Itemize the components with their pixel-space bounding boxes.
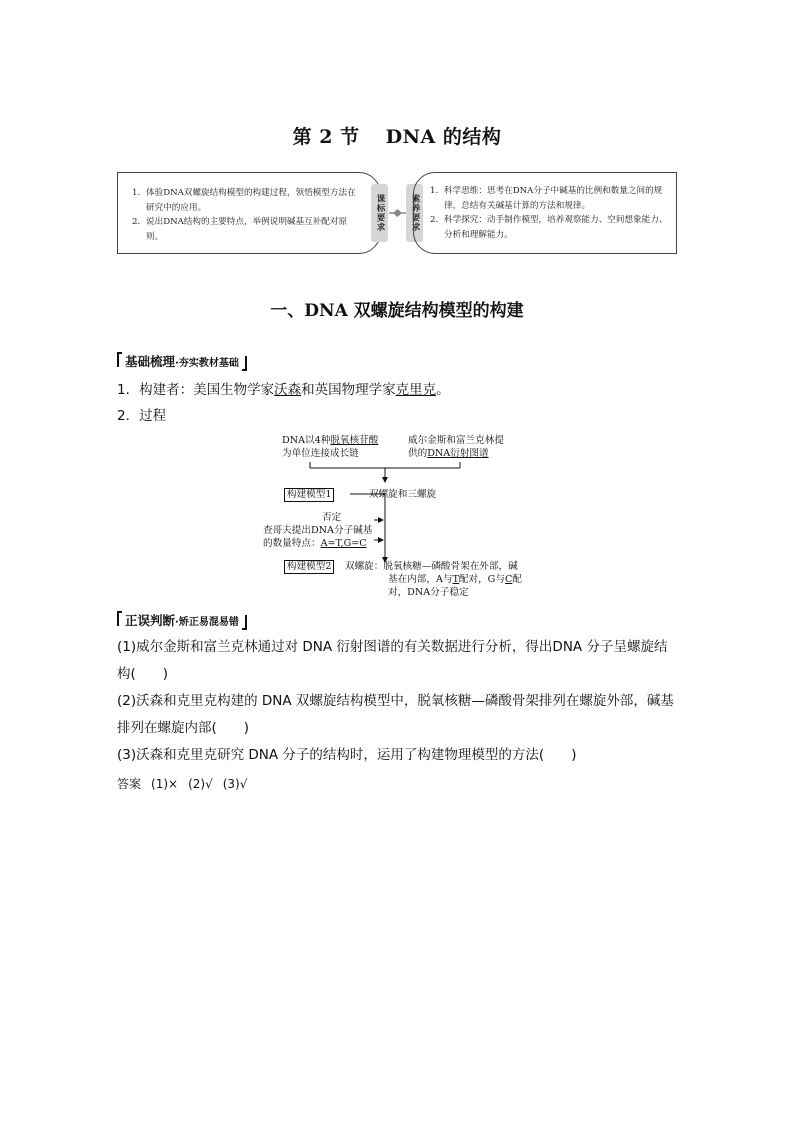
answer-3: (3)√ (222, 777, 248, 791)
flow-step-diffraction: 供的DNA衍射图谱 (408, 448, 489, 459)
flow-step-nucleotides: DNA以4种脱氧核苷酸 (282, 435, 379, 446)
connector-icon (389, 209, 406, 217)
judge-item-1: (1)威尔金斯和富兰克林通过对 DNA 衍射图谱的有关数据进行分析，得出DNA 分子呈螺旋结构( ) (117, 639, 668, 682)
chapter-name: DNA 的结构 (385, 126, 502, 148)
answer-2: (2)√ (188, 777, 213, 791)
answer-label: 答案 (117, 777, 142, 791)
model-1-description: 双螺旋和三螺旋 (369, 489, 437, 500)
competency-item: 2. 科学探究：动手制作模型，培养观察能力、空间想象能力、分析和理解能力。 (430, 215, 668, 240)
competency-requirements (413, 172, 677, 254)
curriculum-requirements (117, 172, 381, 254)
deny-label: 否定 (322, 512, 342, 523)
chapter-number: 第 2 节 (292, 126, 360, 148)
flow-step-wilkins: 威尔金斯和富兰克林提 (408, 435, 504, 446)
process-line: 2．过程 (117, 408, 167, 424)
model-2-line-2: 基在内部，A与T配对，G与C配 (388, 574, 522, 585)
answer-line (117, 775, 257, 792)
curriculum-item: 2. 说出DNA结构的主要特点，举例说明碱基互补配对原则。 (132, 217, 348, 242)
model-1-box: 构建模型1 (284, 488, 334, 502)
flow-step-chain: 为单位连接成长链 (282, 448, 359, 459)
chargaff-line: 查哥夫提出DNA分子碱基 (263, 525, 373, 536)
basics-label: 基础梳理 ·夯实教材基础 (117, 352, 247, 370)
requirements-box (117, 172, 677, 254)
model-2-box: 构建模型2 (284, 560, 334, 574)
answer-watson: 沃森 (274, 382, 302, 398)
chargaff-rule-line: 的数量特点：A=T,G=C (263, 538, 367, 549)
competency-item: 1. 科学思维：思考在DNA分子中碱基的比例和数量之间的规律，总结有关碱基计算的方法和规律。 (430, 186, 663, 211)
competency-tag: 素养要求 (406, 184, 423, 242)
judge-label: 正误判断 ·矫正易混易错 (117, 611, 247, 629)
curriculum-item: 1. 体验DNA双螺旋结构模型的构建过程，领悟模型方法在研究中的应用。 (132, 188, 356, 213)
model-2-line-1: 双螺旋：脱氧核糖—磷酸骨架在外部，碱 (345, 561, 518, 572)
judge-item-3: (3)沃森和克里克研究 DNA 分子的结构时，运用了构建物理模型的方法( ) (117, 747, 577, 763)
model-2-line-3: 对，DNA分子稳定 (388, 587, 469, 598)
section-title: 一、DNA 双螺旋结构模型的构建 (270, 301, 524, 321)
answer-crick: 克里克 (395, 382, 437, 398)
judge-item-2: (2)沃森和克里克构建的 DNA 双螺旋结构模型中，脱氧核糖—磷酸骨架排列在螺旋外部，碱基排列在螺旋内部( ) (117, 693, 674, 736)
process-flow-diagram (250, 432, 550, 602)
curriculum-tag: 课标要求 (371, 184, 388, 242)
page-title (0, 122, 794, 149)
builders-line: 1．构建者：美国生物学家沃森和英国物理学家克里克。 (117, 382, 450, 398)
answer-1: (1)× (151, 777, 179, 791)
